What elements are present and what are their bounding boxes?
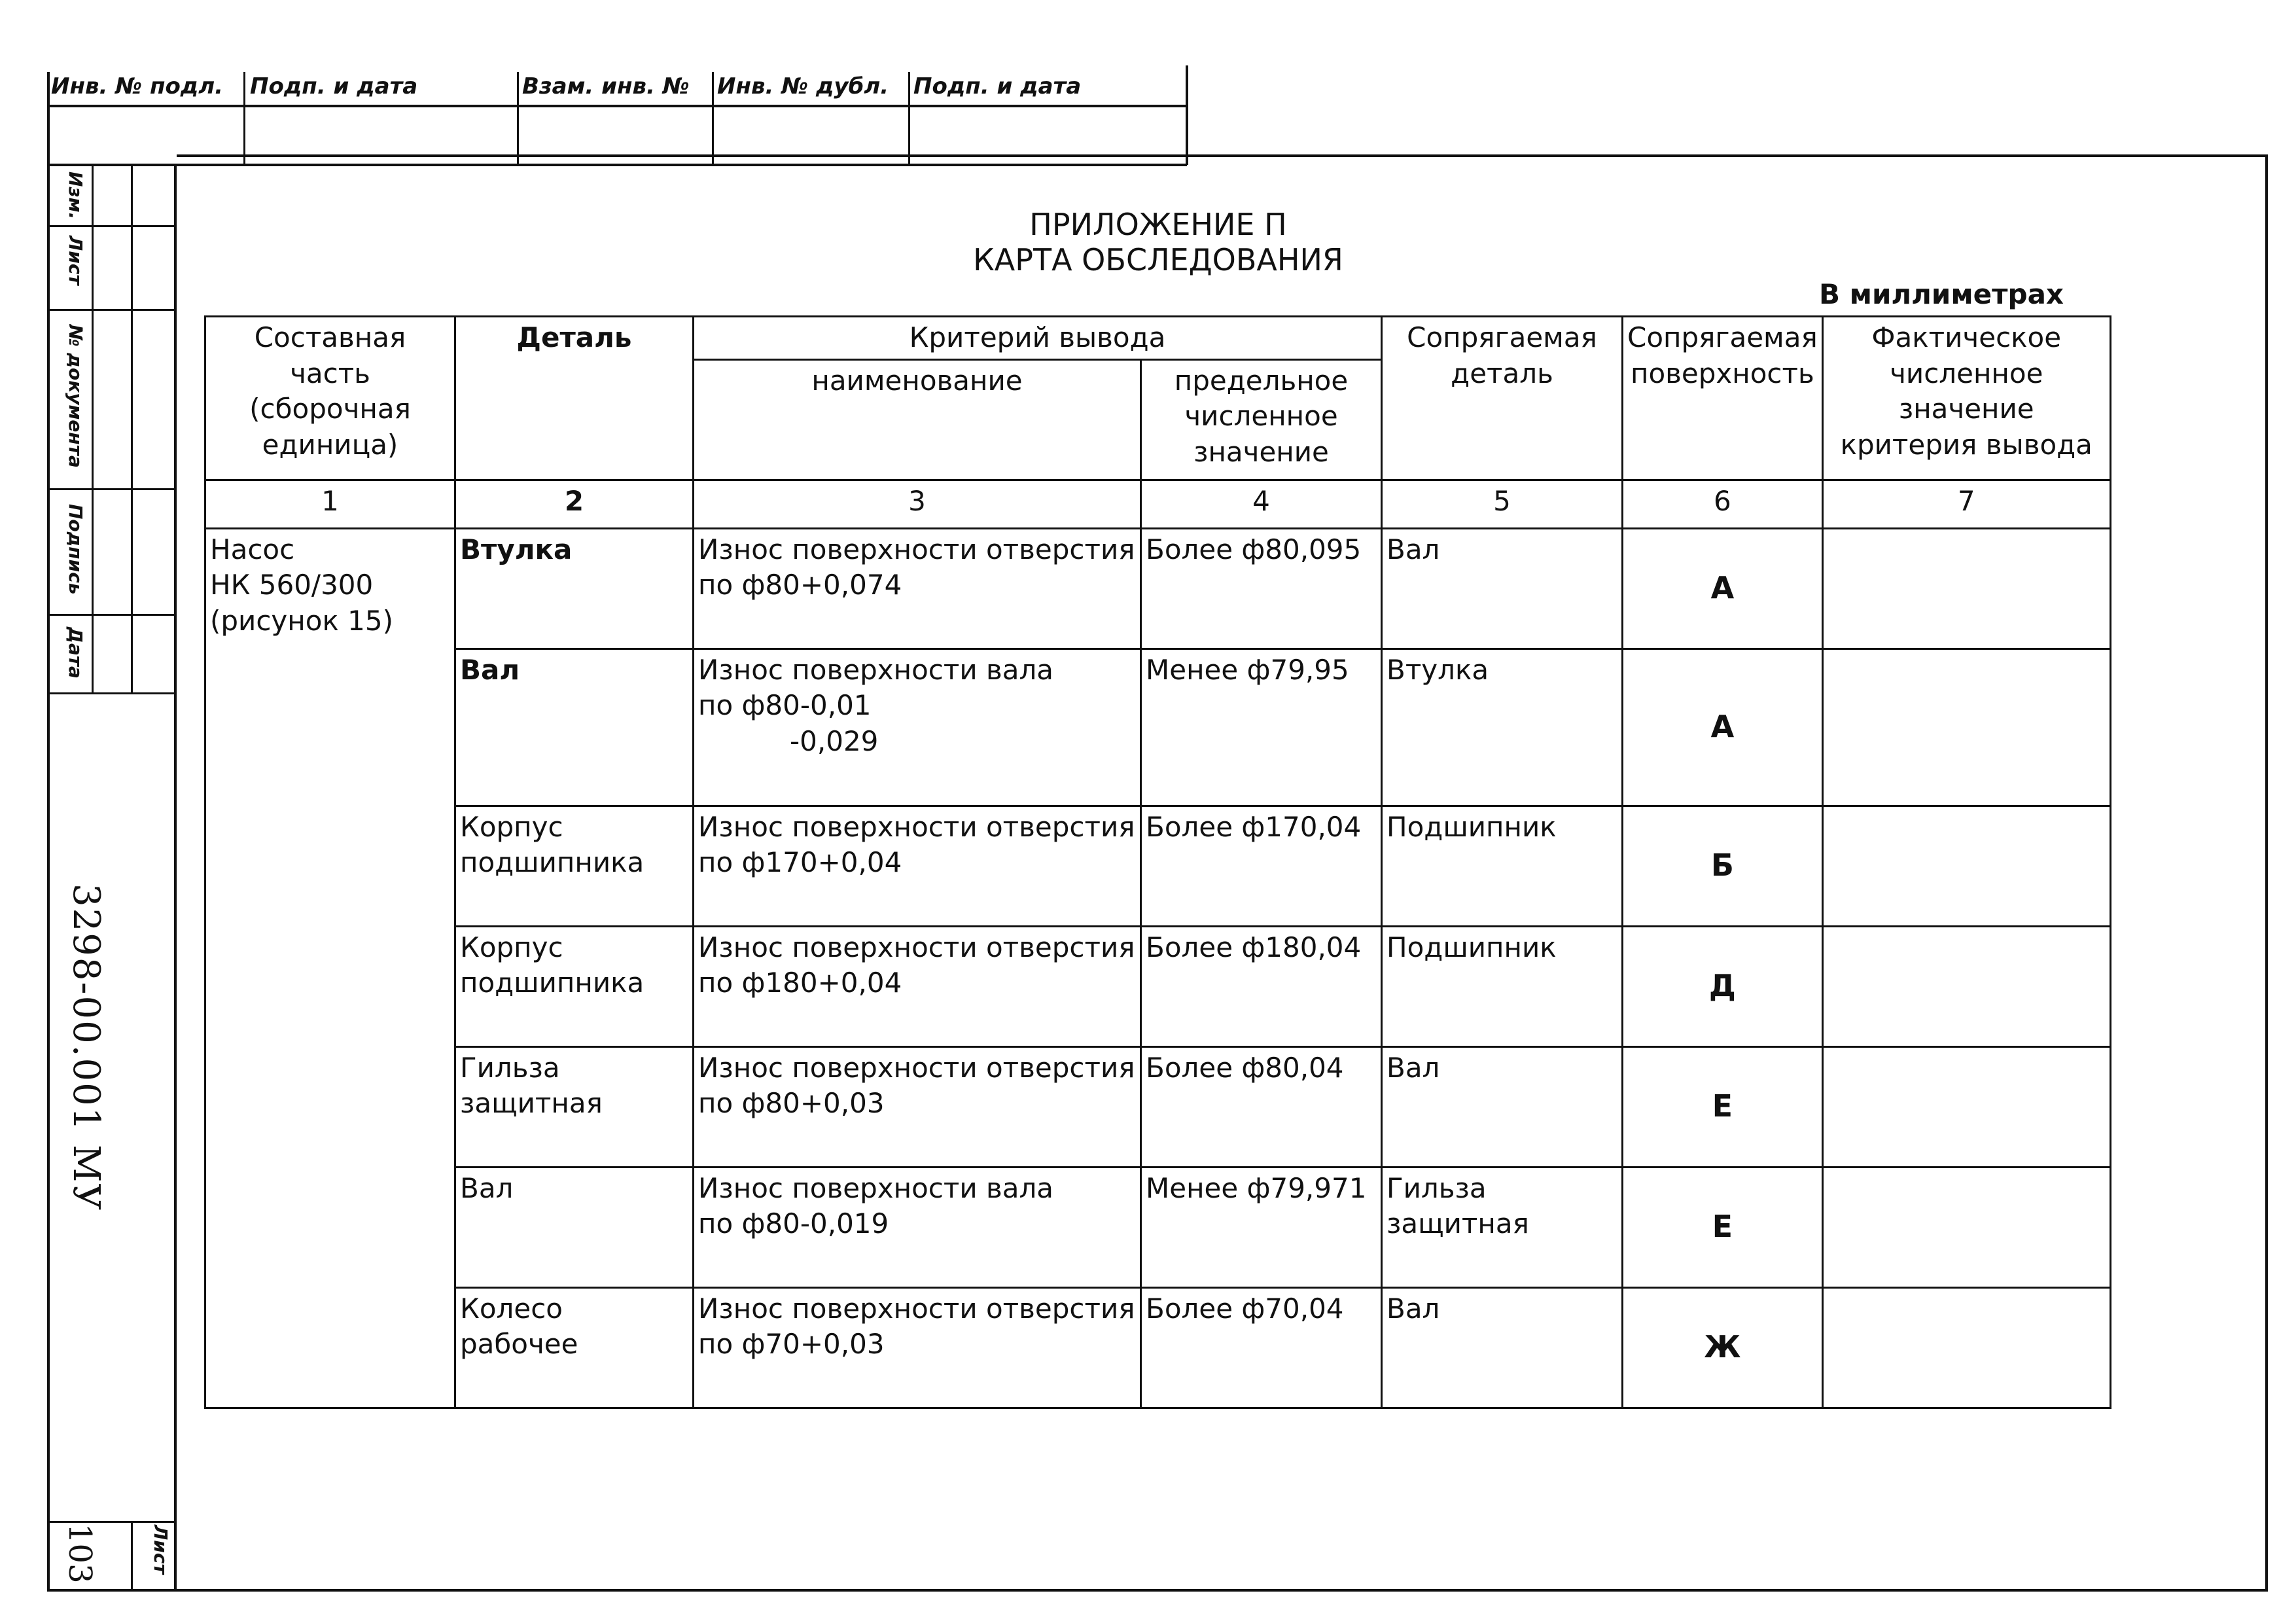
table-row (205, 528, 2111, 649)
criterion-cell (694, 926, 1141, 1046)
stamp-field-inventory-original: Инв. № подл. (51, 73, 224, 99)
strip-label-date: Дата (65, 627, 86, 679)
strip-label-document-number: № документа (65, 325, 86, 468)
column-number: 2 (455, 480, 694, 528)
header-assembly: Составная часть (сборочная единица) (205, 317, 455, 480)
criterion-cell (694, 1046, 1141, 1167)
header-mating-part: Сопрягаемая деталь (1382, 317, 1623, 480)
limit-cell: Более ф80,095 (1141, 528, 1382, 649)
limit-cell: Более ф170,04 (1141, 806, 1382, 926)
assembly-cell (205, 528, 455, 1408)
mating-part-cell: Подшипник (1382, 806, 1623, 926)
frame-bottom-line (47, 1589, 2268, 1592)
table-row (205, 649, 2111, 806)
page-title: КАРТА ОБСЛЕДОВАНИЯ (973, 242, 1343, 277)
strip-label-sheet: Лист (65, 236, 86, 285)
column-number: 7 (1822, 480, 2110, 528)
part-cell: Колесо рабочее (455, 1287, 694, 1408)
limit-cell: Менее ф79,95 (1141, 649, 1382, 806)
criterion-line: Износ поверхности вала (698, 653, 1054, 686)
stamp-field-signature-date-2: Подп. и дата (913, 73, 1082, 99)
appendix-title: ПРИЛОЖЕНИЕ П (1029, 207, 1287, 242)
part-cell: Вал (455, 649, 694, 806)
frame-top-line (177, 154, 2268, 157)
table-row (205, 926, 2111, 1046)
surface-cell: А (1623, 649, 1823, 806)
surface-cell: Д (1623, 926, 1823, 1046)
limit-cell: Более ф70,04 (1141, 1287, 1382, 1408)
frame-right-line (2265, 154, 2268, 1592)
stamp-field-inventory-duplicate: Инв. № дубл. (717, 73, 889, 99)
criterion-line: Износ поверхности отверстия (698, 810, 1135, 843)
frame-left-inner-line (174, 164, 177, 1592)
surface-cell: Б (1623, 806, 1823, 926)
mating-part-cell: Гильза защитная (1382, 1167, 1623, 1287)
column-number: 4 (1141, 480, 1382, 528)
table-header-row (205, 317, 2111, 360)
actual-value-cell[interactable] (1822, 926, 2110, 1046)
criterion-line: Износ поверхности вала (698, 1171, 1054, 1204)
limit-cell: Более ф180,04 (1141, 926, 1382, 1046)
sheet-label: Лист (150, 1525, 171, 1575)
assembly-name: Насос (210, 533, 295, 565)
criterion-line: Износ поверхности отверстия (698, 533, 1135, 565)
table-row (205, 1167, 2111, 1287)
actual-value-cell[interactable] (1822, 1287, 2110, 1408)
surface-cell: Ж (1623, 1287, 1823, 1408)
document-number: 3298-00.001 МУ (65, 883, 107, 1211)
criterion-line: по ф80+0,03 (698, 1087, 885, 1120)
assembly-model: НК 560/300 (210, 569, 374, 601)
header-criterion: Критерий вывода (694, 317, 1382, 360)
survey-table (204, 315, 2111, 1409)
column-number: 1 (205, 480, 455, 528)
criterion-line: по ф180+0,04 (698, 967, 902, 999)
mating-part-cell: Подшипник (1382, 926, 1623, 1046)
actual-value-cell[interactable] (1822, 649, 2110, 806)
part-cell: Гильза защитная (455, 1046, 694, 1167)
column-number-row (205, 480, 2111, 528)
actual-value-cell[interactable] (1822, 806, 2110, 926)
header-actual-value: Фактическое численное значение критерия вывода (1822, 317, 2110, 480)
criterion-line: Износ поверхности отверстия (698, 931, 1135, 963)
table-row (205, 1287, 2111, 1408)
part-cell: Корпус подшипника (455, 806, 694, 926)
sheet-number: 103 (62, 1524, 98, 1584)
part-cell: Втулка (455, 528, 694, 649)
stamp-field-replacement-inventory: Взам. инв. № (522, 73, 690, 99)
strip-label-signature: Подпись (65, 504, 86, 595)
table-row (205, 806, 2111, 926)
column-number: 3 (694, 480, 1141, 528)
actual-value-cell[interactable] (1822, 1046, 2110, 1167)
part-cell: Вал (455, 1167, 694, 1287)
mating-part-cell: Втулка (1382, 649, 1623, 806)
mating-part-cell: Вал (1382, 1287, 1623, 1408)
table-row (205, 1046, 2111, 1167)
surface-cell: А (1623, 528, 1823, 649)
surface-cell: Е (1623, 1167, 1823, 1287)
mating-part-cell: Вал (1382, 528, 1623, 649)
criterion-tolerance-line: -0,029 (790, 724, 879, 757)
criterion-line: по ф80-0,019 (698, 1207, 889, 1240)
criterion-cell (694, 528, 1141, 649)
header-limit-value: предельное численное значение (1141, 359, 1382, 480)
surface-cell: Е (1623, 1046, 1823, 1167)
header-part: Деталь (455, 317, 694, 480)
column-number: 6 (1623, 480, 1823, 528)
column-number: 5 (1382, 480, 1623, 528)
header-criterion-name: наименование (694, 359, 1141, 480)
criterion-line: Износ поверхности отверстия (698, 1051, 1135, 1084)
part-cell: Корпус подшипника (455, 926, 694, 1046)
header-mating-surface: Сопрягаемая поверхность (1623, 317, 1823, 480)
strip-label-change: Изм. (65, 171, 86, 220)
actual-value-cell[interactable] (1822, 1167, 2110, 1287)
mating-part-cell: Вал (1382, 1046, 1623, 1167)
criterion-cell (694, 649, 1141, 806)
criterion-cell (694, 806, 1141, 926)
limit-cell: Менее ф79,971 (1141, 1167, 1382, 1287)
stamp-field-signature-date-1: Подп. и дата (250, 73, 418, 99)
units-note: В миллиметрах (1819, 278, 2064, 310)
criterion-cell (694, 1167, 1141, 1287)
criterion-line: Износ поверхности отверстия (698, 1292, 1135, 1325)
limit-cell: Более ф80,04 (1141, 1046, 1382, 1167)
assembly-figure-ref: (рисунок 15) (210, 604, 393, 637)
actual-value-cell[interactable] (1822, 528, 2110, 649)
criterion-cell (694, 1287, 1141, 1408)
criterion-line: по ф70+0,03 (698, 1328, 885, 1361)
criterion-line: по ф80-0,01 (698, 689, 872, 722)
criterion-line: по ф170+0,04 (698, 846, 902, 879)
criterion-line: по ф80+0,074 (698, 569, 902, 601)
